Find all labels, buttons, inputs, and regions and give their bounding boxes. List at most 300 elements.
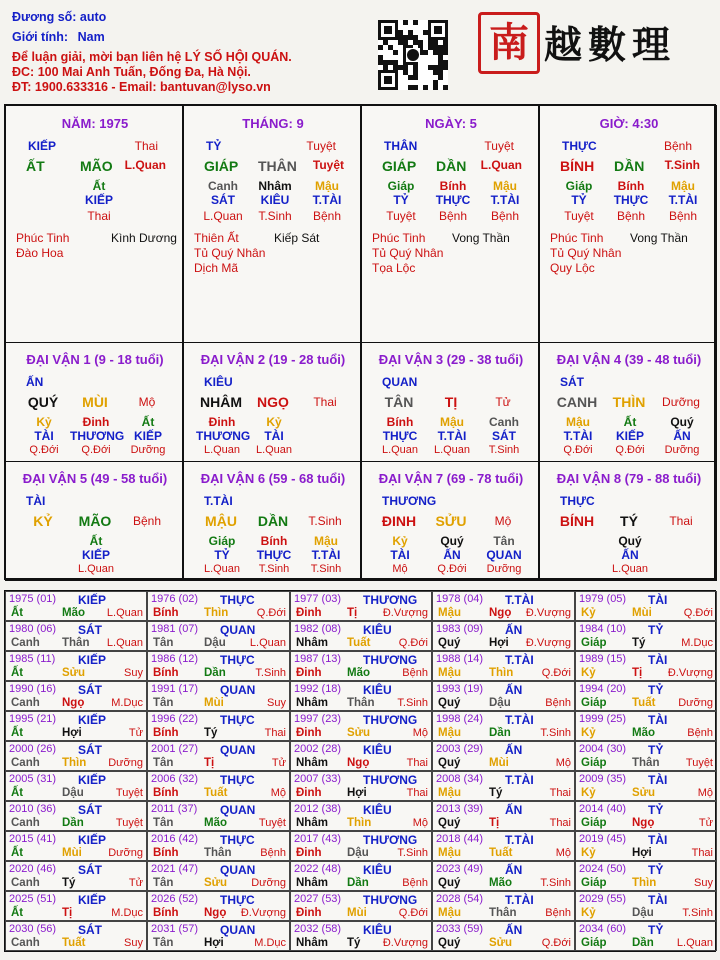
year-stem: Kỷ xyxy=(581,787,596,799)
year-god: QUAN xyxy=(220,863,256,877)
luck-hidden-god: SÁT xyxy=(492,429,516,443)
luck-hidden-stem: Ất xyxy=(141,415,155,429)
luck-branch: MÙI xyxy=(82,394,108,410)
year-stem: Ất xyxy=(11,607,24,619)
year-god: TÀI xyxy=(648,713,668,727)
luck-hidden-god: THỰC xyxy=(382,429,418,443)
year-branch: Thìn xyxy=(204,607,229,619)
year-branch: Tuất xyxy=(632,697,656,709)
year-branch: Sửu xyxy=(632,787,656,799)
year-label: 1982 (08) xyxy=(294,623,342,635)
luck-hidden-god: THỰC xyxy=(256,548,292,562)
year-label: 2023 (49) xyxy=(436,863,484,875)
year-branch: Tý xyxy=(347,937,361,949)
luck-hidden-stage: L.Quan xyxy=(611,563,649,575)
luck-hidden-stem: Đinh xyxy=(208,415,236,429)
year-god: TÀI xyxy=(648,593,668,607)
year-branch: Tị xyxy=(632,667,643,679)
year-cell xyxy=(5,621,147,651)
luck-hidden-stem: Mậu xyxy=(566,415,590,429)
luck-stem: KỶ xyxy=(33,513,53,529)
year-god: KIÊU xyxy=(363,863,392,877)
year-cell xyxy=(290,621,432,651)
luck-hidden-stem: Giáp xyxy=(208,534,236,548)
year-stem: Bính xyxy=(153,847,179,859)
year-god: ẤN xyxy=(505,923,523,937)
year-stage: Tử xyxy=(271,757,286,769)
year-label: 1976 (02) xyxy=(151,593,199,605)
year-stem: Đinh xyxy=(296,607,322,619)
hidden-stem: Mậu xyxy=(493,179,517,193)
year-stem: Bính xyxy=(153,667,179,679)
gender-value: Nam xyxy=(77,30,105,44)
luck-pillar-1 xyxy=(5,342,183,462)
year-god: SÁT xyxy=(78,683,102,697)
year-cell xyxy=(290,801,432,831)
year-god: TỶ xyxy=(648,683,664,697)
year-stage: Suy xyxy=(267,697,286,709)
year-stem: Tân xyxy=(153,757,174,769)
year-label: 1985 (11) xyxy=(9,653,56,665)
year-label: 1998 (24) xyxy=(436,713,484,725)
luck-hidden-stage: Q.Đới xyxy=(29,444,59,456)
year-branch: Ngọ xyxy=(62,697,85,709)
owner-name: Đương số: auto xyxy=(12,10,107,24)
year-god: KIẾP xyxy=(78,833,107,847)
year-label: 2018 (44) xyxy=(436,833,484,845)
year-god: THƯƠNG xyxy=(363,893,418,907)
year-cell xyxy=(147,861,290,891)
luck-hidden-stem: Mậu xyxy=(314,534,338,548)
luck-hidden-stage: Dưỡng xyxy=(664,444,700,456)
year-stage: Đ.Vượng xyxy=(240,907,286,919)
year-cell xyxy=(5,591,147,621)
year-branch: Thìn xyxy=(489,667,514,679)
year-god: QUAN xyxy=(220,803,256,817)
year-stage: Q.Đới xyxy=(398,907,428,919)
luck-pillar-3 xyxy=(361,342,539,462)
luck-pillar-6 xyxy=(183,461,361,581)
year-label: 2031 (57) xyxy=(151,923,199,935)
hidden-god: THỰC xyxy=(435,193,471,207)
year-label: 1983 (09) xyxy=(436,623,484,635)
year-cell xyxy=(432,891,575,921)
luck-hidden-stem: Bính xyxy=(386,415,414,429)
year-cell xyxy=(147,921,290,951)
year-cell xyxy=(5,681,147,711)
year-stem: Kỷ xyxy=(581,607,596,619)
luck-hidden-stage: T.Sinh xyxy=(488,444,520,456)
year-stage: Bệnh xyxy=(687,727,713,739)
year-stem: Bính xyxy=(153,907,179,919)
year-stem: Quý xyxy=(438,697,461,709)
year-branch: Sửu xyxy=(204,877,228,889)
pillar-stem: GIÁP xyxy=(204,158,239,174)
year-cell xyxy=(575,801,717,831)
luck-pillar-8 xyxy=(539,461,717,581)
luck-god: TÀI xyxy=(26,494,46,508)
year-stem: Giáp xyxy=(581,937,607,949)
luck-hidden-stage: L.Quan xyxy=(203,444,241,456)
year-stem: Quý xyxy=(438,637,461,649)
star-left: Tủ Quý Nhân xyxy=(372,246,444,260)
year-god: ẤN xyxy=(505,863,523,877)
pillar-branch-stage: Tuyệt xyxy=(312,158,344,172)
hidden-god: T.TÀI xyxy=(312,193,342,207)
luck-stage: Tử xyxy=(495,395,511,409)
year-label: 2022 (48) xyxy=(294,863,342,875)
luck-stem: CANH xyxy=(556,394,598,410)
year-cell xyxy=(5,921,147,951)
year-stem: Giáp xyxy=(581,697,607,709)
year-god: THỰC xyxy=(220,773,255,787)
pillar-branch-stage: L.Quan xyxy=(480,158,522,172)
luck-pillar-7 xyxy=(361,461,539,581)
year-cell xyxy=(147,681,290,711)
year-god: T.TÀI xyxy=(505,593,534,607)
year-cell xyxy=(147,831,290,861)
year-branch: Dậu xyxy=(489,697,511,709)
year-branch: Sửu xyxy=(62,667,86,679)
hidden-god: T.TÀI xyxy=(668,193,698,207)
year-cell xyxy=(290,921,432,951)
year-branch: Thân xyxy=(204,847,232,859)
year-branch: Dậu xyxy=(632,907,654,919)
pillar-branch: DẦN xyxy=(614,158,645,174)
year-branch: Tý xyxy=(204,727,218,739)
year-stem: Tân xyxy=(153,817,174,829)
hidden-stage: T.Sinh xyxy=(258,209,292,223)
year-god: SÁT xyxy=(78,863,102,877)
luck-hidden-stem: Kỷ xyxy=(392,534,408,548)
year-stage: L.Quan xyxy=(106,637,143,649)
hidden-god: THỰC xyxy=(613,193,649,207)
year-god: SÁT xyxy=(78,623,102,637)
year-god: KIÊU xyxy=(363,923,392,937)
luck-pillar-4 xyxy=(539,342,717,462)
year-stem: Đinh xyxy=(296,907,322,919)
hidden-stage: Bệnh xyxy=(668,209,698,223)
year-god: KIẾP xyxy=(78,653,107,667)
year-label: 2024 (50) xyxy=(579,863,627,875)
luck-hidden-stage: L.Quan xyxy=(433,444,471,456)
year-label: 1996 (22) xyxy=(151,713,199,725)
year-stem: Mậu xyxy=(438,787,461,799)
year-branch: Tị xyxy=(347,607,358,619)
luck-branch: MÃO xyxy=(78,513,112,529)
hidden-stage: Bệnh xyxy=(438,209,468,223)
year-stage: L.Quan xyxy=(249,637,286,649)
year-label: 2006 (32) xyxy=(151,773,199,785)
header xyxy=(0,0,720,104)
year-cell xyxy=(147,891,290,921)
year-stage: M.Dục xyxy=(681,637,713,649)
pillar-2 xyxy=(183,105,361,343)
luck-title: ĐẠI VẬN 7 (69 - 78 tuổi) xyxy=(378,471,524,486)
year-god: T.TÀI xyxy=(505,833,534,847)
luck-hidden-stage: Dưỡng xyxy=(130,444,166,456)
year-stem: Quý xyxy=(438,877,461,889)
year-branch: Thìn xyxy=(62,757,87,769)
year-stem: Nhâm xyxy=(296,697,328,709)
year-branch: Hợi xyxy=(347,787,367,799)
year-god: T.TÀI xyxy=(505,713,534,727)
year-god: THƯƠNG xyxy=(363,593,418,607)
year-branch: Ngọ xyxy=(489,607,512,619)
year-branch: Ngọ xyxy=(632,817,655,829)
year-cell xyxy=(432,801,575,831)
hidden-god: TỶ xyxy=(393,193,409,207)
year-branch: Tuất xyxy=(62,937,86,949)
qr-code-icon xyxy=(378,20,448,90)
year-label: 2012 (38) xyxy=(294,803,342,815)
luck-branch: THÌN xyxy=(612,394,646,410)
year-cell xyxy=(432,831,575,861)
year-stage: Thai xyxy=(549,817,571,829)
luck-god: QUAN xyxy=(382,375,418,389)
pillar-stem: BÍNH xyxy=(560,158,595,174)
year-cell xyxy=(432,771,575,801)
luck-hidden-stem: Đinh xyxy=(82,415,110,429)
luck-branch: DẦN xyxy=(257,513,289,529)
year-god: KIÊU xyxy=(363,623,392,637)
luck-hidden-stem: Tân xyxy=(493,534,515,548)
year-god: TỶ xyxy=(648,803,664,817)
year-god: TÀI xyxy=(648,893,668,907)
luck-stem: ĐINH xyxy=(381,513,417,529)
year-god: ẤN xyxy=(505,683,523,697)
luck-hidden-god: ẤN xyxy=(673,429,691,443)
year-stem: Nhâm xyxy=(296,817,328,829)
year-god: TỶ xyxy=(648,743,664,757)
luck-title: ĐẠI VẬN 2 (19 - 28 tuổi) xyxy=(200,352,346,367)
pillar-branch: THÂN xyxy=(258,158,297,174)
luck-branch: TÝ xyxy=(620,513,638,529)
year-stage: Mộ xyxy=(555,757,571,769)
year-stage: Thai xyxy=(549,787,571,799)
star-right: Vong Thần xyxy=(452,231,510,245)
year-stage: Bệnh xyxy=(545,907,571,919)
year-branch: Sửu xyxy=(347,727,371,739)
year-stage: Đ.Vượng xyxy=(525,637,571,649)
luck-title: ĐẠI VẬN 3 (29 - 38 tuổi) xyxy=(378,352,524,367)
year-branch: Hợi xyxy=(204,937,224,949)
year-stage: Thai xyxy=(406,787,428,799)
year-god: THƯƠNG xyxy=(363,653,418,667)
luck-hidden-stage: Mộ xyxy=(392,563,408,575)
year-stem: Mậu xyxy=(438,667,461,679)
hidden-stage: Bệnh xyxy=(490,209,520,223)
luck-branch: NGỌ xyxy=(257,394,289,410)
luck-hidden-stage: L.Quan xyxy=(255,444,293,456)
year-stem: Mậu xyxy=(438,727,461,739)
year-branch: Tý xyxy=(632,637,646,649)
year-stage: Thai xyxy=(264,727,286,739)
year-cell xyxy=(432,711,575,741)
year-stage: M.Dục xyxy=(254,937,286,949)
year-cell xyxy=(147,771,290,801)
year-stage: Mộ xyxy=(697,787,713,799)
star-left: Tủ Quý Nhân xyxy=(194,246,266,260)
year-god: ẤN xyxy=(505,623,523,637)
pillar-branch-stage: L.Quan xyxy=(124,158,166,172)
year-stem: Nhâm xyxy=(296,877,328,889)
luck-stem: TÂN xyxy=(384,394,414,410)
year-stage: T.Sinh xyxy=(540,877,571,889)
year-cell xyxy=(5,891,147,921)
year-label: 2017 (43) xyxy=(294,833,342,845)
year-god: SÁT xyxy=(78,803,102,817)
year-label: 1977 (03) xyxy=(294,593,342,605)
year-stage: Bệnh xyxy=(545,697,571,709)
year-stage: Tử xyxy=(128,727,143,739)
luck-hidden-stem: Ất xyxy=(623,415,637,429)
year-stage: Thai xyxy=(406,757,428,769)
luck-title: ĐẠI VẬN 1 (9 - 18 tuổi) xyxy=(26,352,164,367)
luck-god: T.TÀI xyxy=(204,494,233,508)
year-god: TỶ xyxy=(648,623,664,637)
year-cell xyxy=(5,861,147,891)
luck-hidden-stage: L.Quan xyxy=(203,563,241,575)
year-stage: Đ.Vượng xyxy=(667,667,713,679)
year-cell xyxy=(575,681,717,711)
year-stage: L.Quan xyxy=(106,607,143,619)
year-stem: Canh xyxy=(11,757,40,769)
year-branch: Tị xyxy=(204,757,215,769)
logo xyxy=(478,8,710,78)
gender-line xyxy=(12,30,105,44)
hidden-god: KIẾP xyxy=(84,193,113,207)
pillar-stem: ẤT xyxy=(26,158,45,174)
year-cell xyxy=(575,771,717,801)
year-god: THỰC xyxy=(220,593,255,607)
year-branch: Ngọ xyxy=(347,757,370,769)
year-label: 2003 (29) xyxy=(436,743,484,755)
year-stem: Bính xyxy=(153,727,179,739)
year-branch: Tý xyxy=(62,877,76,889)
pillar-stem-god: KIẾP xyxy=(28,139,57,153)
pillar-3 xyxy=(361,105,539,343)
year-stage: Suy xyxy=(124,667,143,679)
year-stage: Đ.Vượng xyxy=(382,607,428,619)
year-branch: Tý xyxy=(489,787,503,799)
year-stage: Q.Đới xyxy=(398,637,428,649)
luck-stage: Dưỡng xyxy=(662,395,700,409)
year-stem: Tân xyxy=(153,877,174,889)
luck-hidden-stem: Quý xyxy=(618,534,642,548)
luck-hidden-god: ẤN xyxy=(621,548,639,562)
luck-god: THƯƠNG xyxy=(382,494,437,508)
luck-hidden-god: TÀI xyxy=(264,429,284,443)
year-label: 2004 (30) xyxy=(579,743,627,755)
year-branch: Mão xyxy=(347,667,370,679)
year-cell xyxy=(147,801,290,831)
year-cell xyxy=(290,591,432,621)
year-branch: Mùi xyxy=(204,697,224,709)
year-cell xyxy=(147,591,290,621)
year-cell xyxy=(5,831,147,861)
year-cell xyxy=(575,891,717,921)
luck-hidden-god: TỶ xyxy=(214,548,230,562)
year-cell xyxy=(290,681,432,711)
year-stage: Đ.Vượng xyxy=(382,937,428,949)
year-branch: Dần xyxy=(632,937,654,949)
year-label: 2008 (34) xyxy=(436,773,484,785)
year-stage: Tuyệt xyxy=(115,817,143,829)
star-left: Tủ Quý Nhân xyxy=(550,246,622,260)
luck-god: THỰC xyxy=(560,494,595,508)
year-stage: Bệnh xyxy=(260,847,286,859)
year-stage: T.Sinh xyxy=(255,667,286,679)
year-label: 2016 (42) xyxy=(151,833,199,845)
luck-hidden-god: T.TÀI xyxy=(563,429,593,443)
luck-hidden-god: ẤN xyxy=(443,548,461,562)
year-label: 2013 (39) xyxy=(436,803,484,815)
pillar-branch: MÃO xyxy=(80,158,113,174)
luck-hidden-god: KIẾP xyxy=(615,429,644,443)
year-stage: T.Sinh xyxy=(397,847,428,859)
year-label: 1984 (10) xyxy=(579,623,627,635)
luck-hidden-stem: Quý xyxy=(670,415,694,429)
year-stage: M.Dục xyxy=(111,907,143,919)
year-cell xyxy=(575,591,717,621)
year-stem: Đinh xyxy=(296,787,322,799)
star-right: Kiếp Sát xyxy=(274,231,320,245)
year-god: KIÊU xyxy=(363,803,392,817)
pillar-stem: GIÁP xyxy=(382,158,417,174)
year-label: 2029 (55) xyxy=(579,893,627,905)
contact-line: Để luận giải, mời bạn liên hệ LÝ SỐ HỘI QUÁN. xyxy=(12,50,292,64)
year-branch: Tuất xyxy=(347,637,371,649)
pillar-stem-god: THÂN xyxy=(384,139,418,153)
year-branch: Dần xyxy=(489,727,511,739)
year-branch: Hợi xyxy=(62,727,82,739)
luck-hidden-stem: Ất xyxy=(89,534,103,548)
year-god: SÁT xyxy=(78,743,102,757)
year-label: 1986 (12) xyxy=(151,653,199,665)
year-branch: Dần xyxy=(204,667,226,679)
year-stem: Tân xyxy=(153,937,174,949)
year-label: 2009 (35) xyxy=(579,773,627,785)
year-cell xyxy=(290,711,432,741)
year-god: T.TÀI xyxy=(505,653,534,667)
year-cell xyxy=(575,861,717,891)
year-stem: Đinh xyxy=(296,847,322,859)
year-stem: Canh xyxy=(11,877,40,889)
luck-stem: BÍNH xyxy=(559,513,595,529)
hidden-stem: Giáp xyxy=(565,179,593,193)
luck-stem: MẬU xyxy=(205,513,237,529)
star-left: Dịch Mã xyxy=(194,261,239,275)
year-label: 1979 (05) xyxy=(579,593,627,605)
year-branch: Mão xyxy=(204,817,227,829)
luck-hidden-stem: Mậu xyxy=(440,415,464,429)
year-branch: Mùi xyxy=(62,847,82,859)
year-god: KIÊU xyxy=(363,683,392,697)
luck-stem: QUÝ xyxy=(27,394,59,410)
year-stage: Tuyệt xyxy=(685,757,713,769)
year-god: THƯƠNG xyxy=(363,773,418,787)
star-right: Kình Dương xyxy=(111,231,177,245)
logo-seal: 南 xyxy=(478,12,540,74)
pillar-title: THÁNG: 9 xyxy=(242,116,304,131)
hidden-stem: Bính xyxy=(617,179,645,193)
year-branch: Mão xyxy=(632,727,655,739)
luck-title: ĐẠI VẬN 6 (59 - 68 tuổi) xyxy=(200,471,346,486)
year-label: 2000 (26) xyxy=(9,743,57,755)
year-god: KIẾP xyxy=(78,773,107,787)
year-cell xyxy=(575,711,717,741)
